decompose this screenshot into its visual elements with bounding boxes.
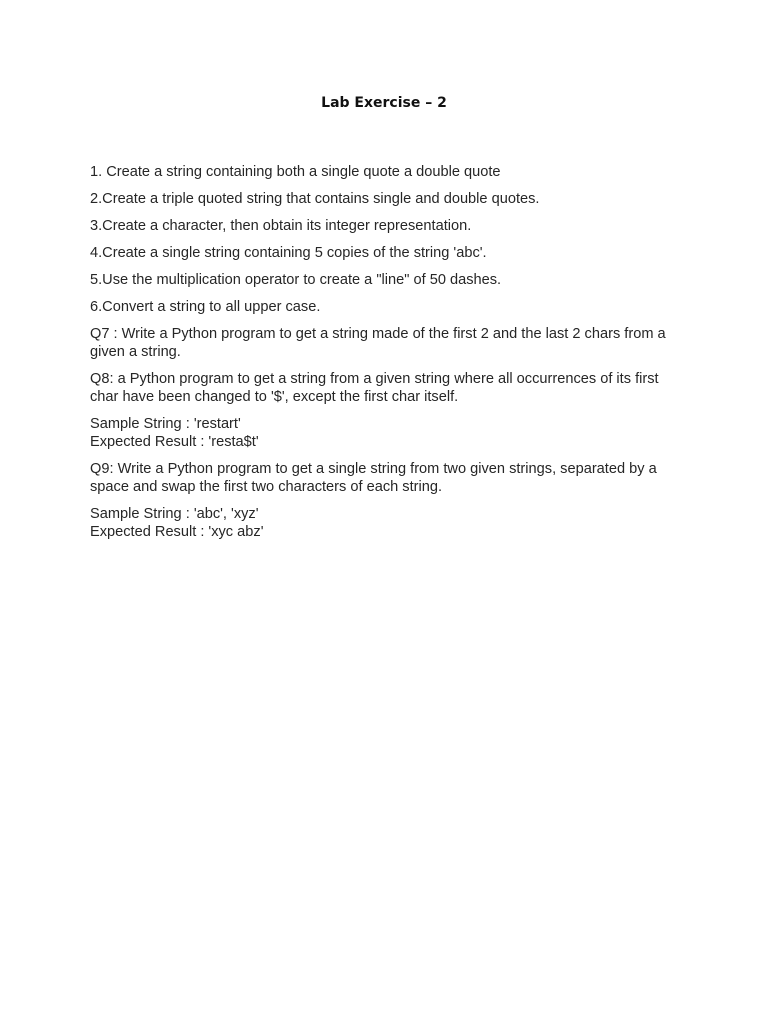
exercise-item-1: 1. Create a string containing both a single quote a double quote <box>90 164 501 180</box>
question-7: Q7 : Write a Python program to get a string made of the first 2 and the last 2 chars from a given a string. <box>90 326 666 360</box>
q8-expected-result: Expected Result : 'resta$t' <box>90 434 259 450</box>
page-title: Lab Exercise – 2 <box>321 95 447 111</box>
exercise-item-2: 2.Create a triple quoted string that contains single and double quotes. <box>90 191 540 207</box>
exercise-item-4: 4.Create a single string containing 5 copies of the string 'abc'. <box>90 245 487 261</box>
exercise-item-6: 6.Convert a string to all upper case. <box>90 299 321 315</box>
document-body <box>90 163 690 550</box>
q8-sample-string: Sample String : 'restart' <box>90 416 241 432</box>
q9-sample-string: Sample String : 'abc', 'xyz' <box>90 506 259 522</box>
q9-expected-result: Expected Result : 'xyc abz' <box>90 524 264 540</box>
exercise-item-3: 3.Create a character, then obtain its integer representation. <box>90 218 472 234</box>
question-8: Q8: a Python program to get a string from a given string where all occurrences of its first char have been changed to '$', except the first char itself. <box>90 371 659 405</box>
question-9: Q9: Write a Python program to get a single string from two given strings, separated by a space and swap the first two characters of each string. <box>90 461 657 495</box>
exercise-item-5: 5.Use the multiplication operator to create a "line" of 50 dashes. <box>90 272 502 288</box>
